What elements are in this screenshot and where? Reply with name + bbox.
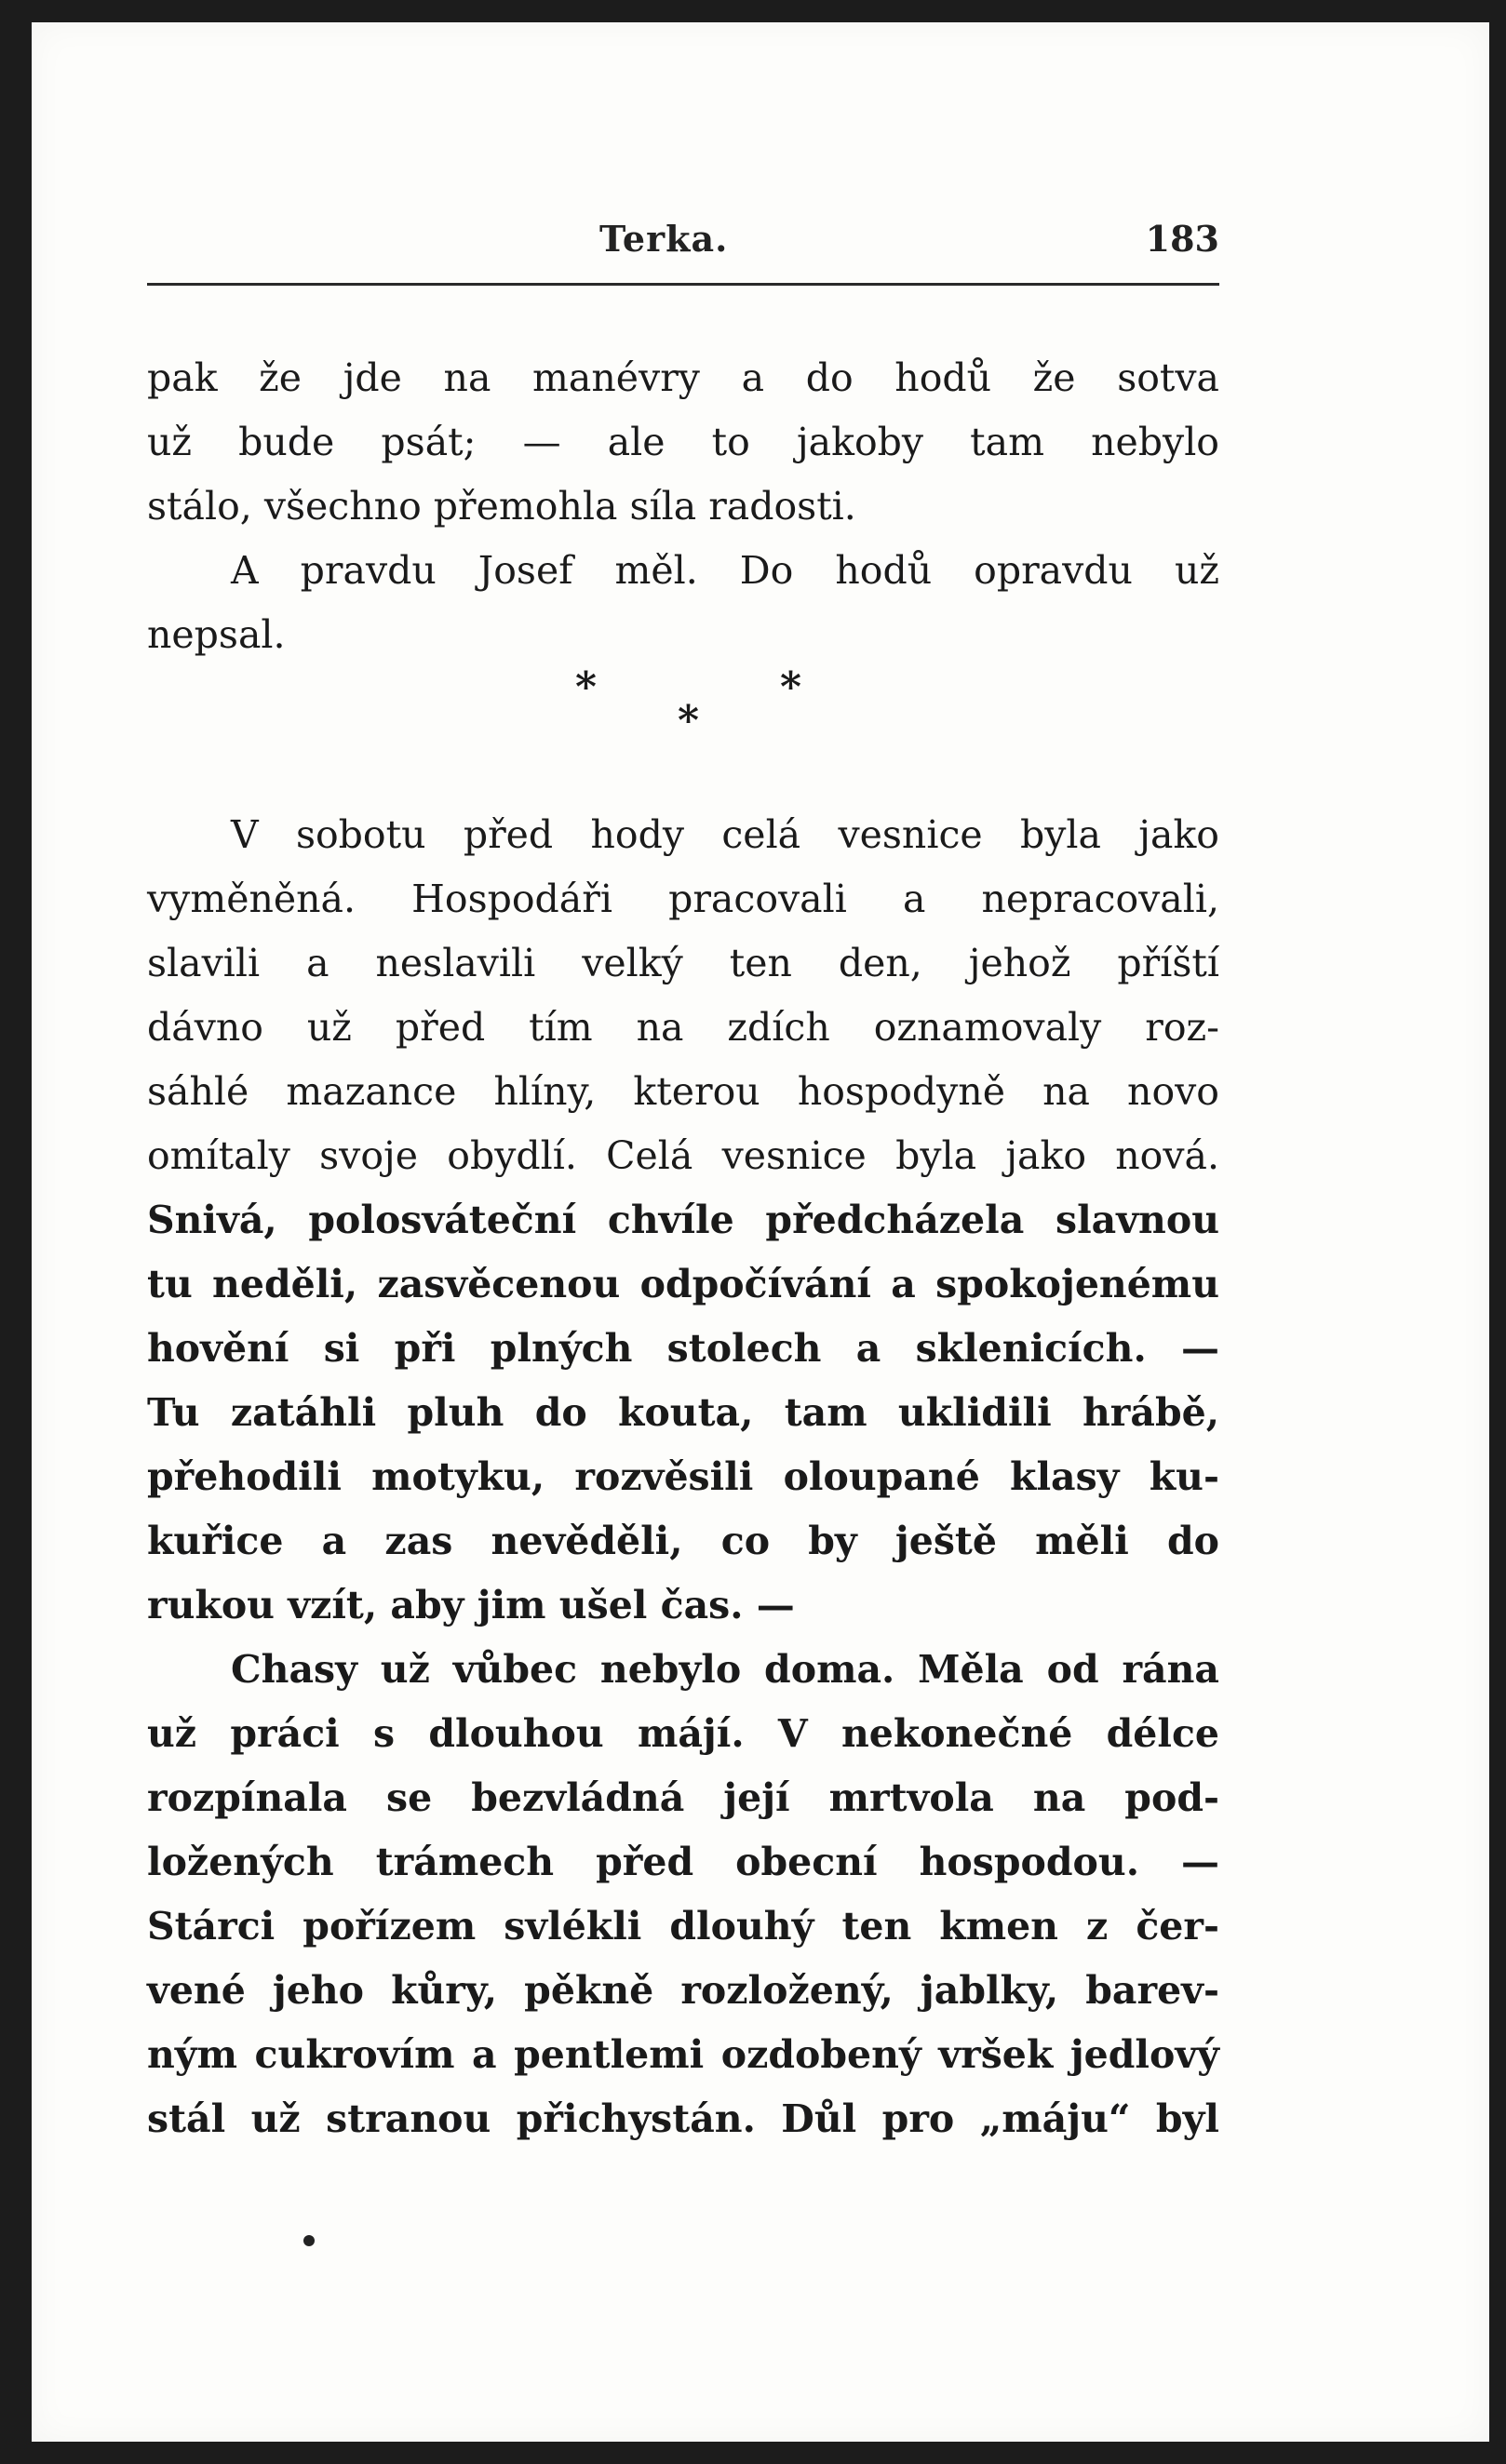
- text-line: rozpínala se bezvládná její mrtvola na pod-: [147, 1775, 1219, 1820]
- text-line: slavili a neslavili velký ten den, jehož příští: [147, 941, 1219, 985]
- section-break-asterism: [147, 663, 1219, 779]
- text-line: už bude psát; — ale to jakoby tam nebylo: [147, 420, 1219, 464]
- asterism-star: *: [575, 663, 598, 711]
- text-line: hovění si při plných stolech a sklenicích. —: [147, 1326, 1219, 1371]
- asterism-star: *: [678, 697, 700, 744]
- text-line: rukou vzít, aby jim ušel čas. —: [147, 1583, 795, 1627]
- asterism-star: *: [780, 663, 802, 711]
- spacer: [147, 779, 1219, 803]
- text-line: už práci s dlouhou májí. V nekonečné délce: [147, 1711, 1219, 1756]
- text-line: pak že jde na manévry a do hodů že sotva: [147, 355, 1219, 400]
- text-line: kuřice a zas nevěděli, co by ještě měli do: [147, 1519, 1219, 1563]
- text-line: ložených trámech před obecní hospodou. —: [147, 1840, 1219, 1884]
- running-head: [32, 218, 1489, 270]
- body-text: [147, 346, 1219, 2151]
- text-line: omítaly svoje obydlí. Celá vesnice byla jako nová.: [147, 1133, 1219, 1178]
- text-line: stálo, všechno přemohla síla radosti.: [147, 484, 856, 529]
- text-line: nepsal.: [147, 612, 286, 657]
- running-title: Terka.: [599, 218, 729, 260]
- text-line: přehodili motyku, rozvěsili oloupané klasy ku-: [147, 1454, 1219, 1499]
- text-line: Stárci pořízem svlékli dlouhý ten kmen z čer-: [147, 1904, 1219, 1948]
- text-line: sáhlé mazance hlíny, kterou hospodyně na novo: [147, 1069, 1219, 1114]
- ink-speck: [303, 2235, 315, 2246]
- text-line: Snivá, polosváteční chvíle předcházela slavnou: [147, 1198, 1219, 1242]
- text-line: ným cukrovím a pentlemi ozdobený vršek jedlový: [147, 2032, 1219, 2077]
- text-line: Chasy už vůbec nebylo doma. Měla od rána: [231, 1647, 1219, 1692]
- header-rule: [147, 283, 1219, 286]
- text-line: dávno už před tím na zdích oznamovaly roz-: [147, 1005, 1219, 1050]
- page-number: 183: [1145, 218, 1219, 260]
- book-page: [32, 22, 1489, 2442]
- text-line: V sobotu před hody celá vesnice byla jako: [231, 812, 1219, 857]
- text-line: Tu zatáhli pluh do kouta, tam uklidili hrábě,: [147, 1390, 1219, 1435]
- text-line: vyměněná. Hospodáři pracovali a nepracovali,: [147, 877, 1219, 921]
- text-line: tu neděli, zasvěcenou odpočívání a spokojenému: [147, 1262, 1219, 1306]
- text-line: A pravdu Josef měl. Do hodů opravdu už: [231, 548, 1219, 593]
- text-line: vené jeho kůry, pěkně rozložený, jablky, barev-: [147, 1968, 1219, 2013]
- text-line: stál už stranou přichystán. Důl pro „máju“ byl: [147, 2096, 1219, 2141]
